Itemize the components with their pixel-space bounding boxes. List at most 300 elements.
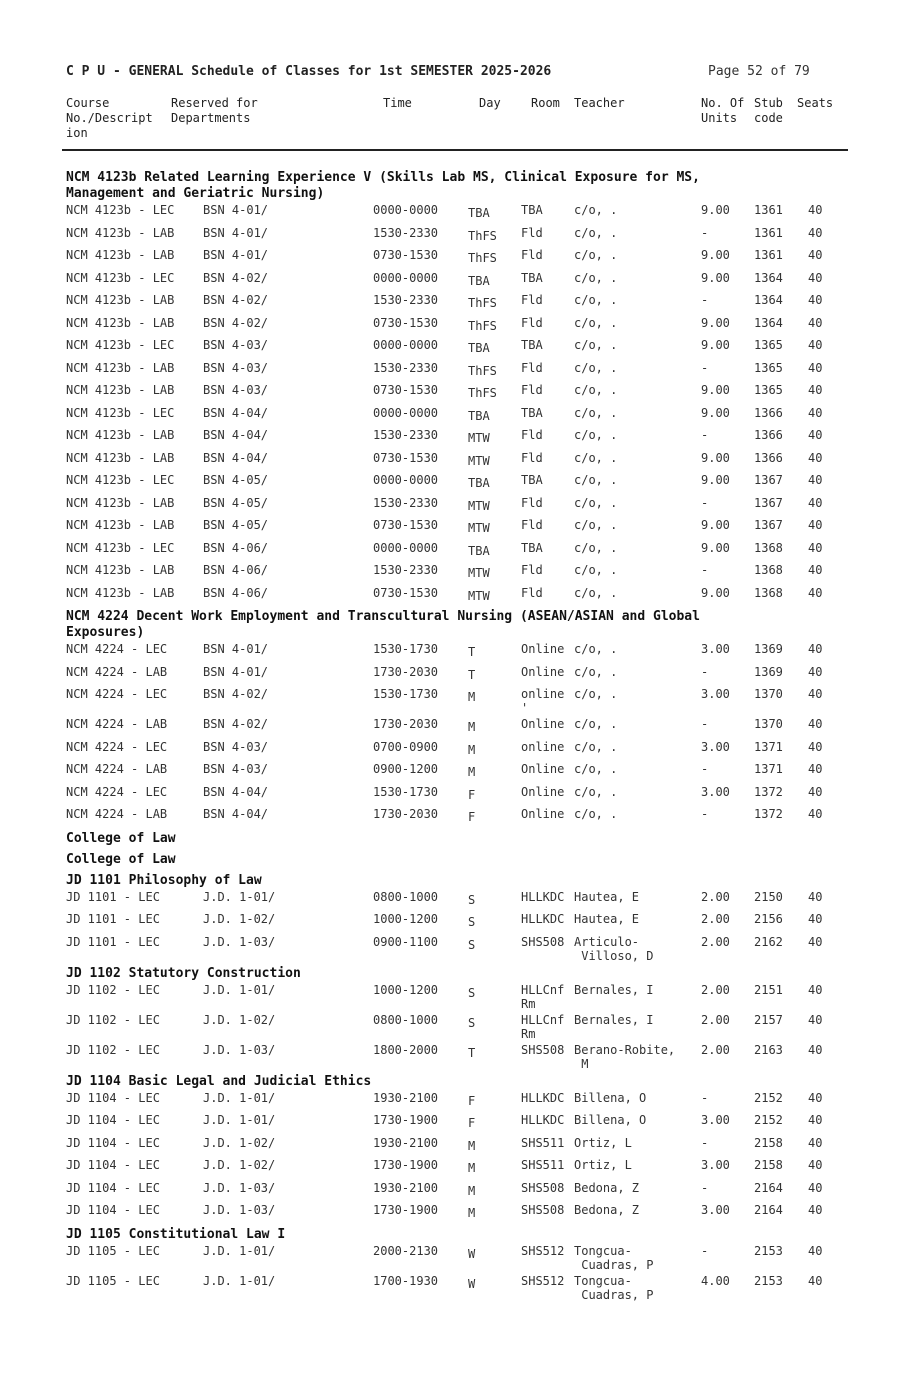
- day-cell: MTW: [468, 588, 490, 603]
- seats-cell: 40: [808, 450, 823, 465]
- course-cell: JD 1102 - LEC: [66, 982, 160, 997]
- units-cell: -: [701, 563, 709, 577]
- room-cell: HLLKDC: [521, 1090, 565, 1105]
- department-cell: J.D. 1-03/: [203, 1042, 276, 1057]
- teacher-cell: Bernales, I: [574, 1012, 654, 1027]
- stub-code-cell: 1365: [754, 338, 783, 352]
- department-cell: J.D. 1-01/: [203, 982, 276, 997]
- room-cell: Fld: [521, 315, 543, 330]
- day-cell: TBA: [468, 476, 490, 490]
- seats-cell: 40: [808, 642, 823, 656]
- teacher-cell: Berano-Robite, M: [574, 1042, 676, 1071]
- units-cell: 9.00: [701, 450, 730, 465]
- seats-cell: 40: [808, 293, 823, 307]
- teacher-cell: c/o, .: [574, 687, 618, 701]
- course-cell: NCM 4123b - LAB: [66, 360, 175, 375]
- day-cell: TBA: [468, 341, 490, 355]
- stub-code-cell: 1368: [754, 585, 783, 600]
- department-cell: BSN 4-03/: [203, 338, 269, 352]
- table-row: [66, 271, 846, 294]
- course-cell: NCM 4224 - LAB: [66, 717, 168, 731]
- day-cell: T: [468, 667, 476, 682]
- day-cell: S: [468, 985, 476, 1000]
- seats-cell: 40: [808, 934, 823, 949]
- time-cell: 1530-2330: [373, 428, 439, 442]
- department-cell: J.D. 1-01/: [203, 889, 276, 904]
- time-cell: 1530-1730: [373, 687, 439, 701]
- time-cell: 1730-1900: [373, 1203, 439, 1217]
- department-cell: BSN 4-01/: [203, 225, 269, 240]
- room-cell: Online: [521, 762, 565, 776]
- stub-code-cell: 1369: [754, 664, 783, 679]
- room-cell: SHS511: [521, 1158, 565, 1172]
- course-cell: NCM 4123b - LAB: [66, 450, 175, 465]
- day-cell: MTW: [468, 566, 490, 580]
- day-cell: TBA: [468, 273, 490, 288]
- course-cell: NCM 4123b - LAB: [66, 585, 175, 600]
- course-cell: NCM 4123b - LAB: [66, 383, 175, 397]
- department-cell: BSN 4-06/: [203, 563, 269, 577]
- course-cell: NCM 4123b - LAB: [66, 315, 175, 330]
- time-cell: 0730-1530: [373, 383, 439, 397]
- room-cell: Online: [521, 784, 565, 799]
- room-cell: HLLCnf Rm: [521, 1012, 565, 1041]
- day-cell: S: [468, 915, 476, 929]
- course-cell: JD 1101 - LEC: [66, 934, 160, 949]
- day-cell: S: [468, 937, 476, 952]
- department-cell: J.D. 1-01/: [203, 1243, 276, 1258]
- table-row: [66, 563, 846, 586]
- day-cell: W: [468, 1276, 476, 1291]
- table-row: [66, 1013, 846, 1043]
- seats-cell: 40: [808, 687, 823, 701]
- units-cell: 9.00: [701, 405, 730, 420]
- department-cell: BSN 4-01/: [203, 203, 269, 217]
- department-cell: BSN 4-05/: [203, 518, 269, 532]
- teacher-cell: c/o, .: [574, 270, 618, 285]
- room-cell: TBA: [521, 540, 543, 555]
- seats-cell: 40: [808, 1158, 823, 1172]
- units-cell: 9.00: [701, 338, 730, 352]
- department-cell: BSN 4-03/: [203, 360, 269, 375]
- seats-cell: 40: [808, 912, 823, 926]
- department-cell: BSN 4-04/: [203, 450, 269, 465]
- stub-code-cell: 2164: [754, 1203, 783, 1217]
- units-cell: 2.00: [701, 1012, 730, 1027]
- stub-code-cell: 1365: [754, 360, 783, 375]
- department-cell: BSN 4-03/: [203, 739, 269, 754]
- stub-code-cell: 1361: [754, 248, 783, 262]
- table-row: [66, 983, 846, 1013]
- units-cell: 9.00: [701, 540, 730, 555]
- time-cell: 0000-0000: [373, 270, 439, 285]
- department-cell: J.D. 1-02/: [203, 1135, 276, 1150]
- room-cell: SHS508: [521, 1203, 565, 1217]
- day-cell: MTW: [468, 431, 490, 445]
- table-row: [66, 912, 846, 935]
- stub-code-cell: 1364: [754, 293, 783, 307]
- room-cell: TBA: [521, 473, 543, 487]
- course-cell: NCM 4123b - LEC: [66, 270, 175, 285]
- stub-code-cell: 2151: [754, 982, 783, 997]
- table-row: [66, 1136, 846, 1159]
- room-cell: Fld: [521, 225, 543, 240]
- teacher-cell: Hautea, E: [574, 912, 640, 926]
- units-cell: 2.00: [701, 1042, 730, 1057]
- teacher-cell: Billena, O: [574, 1113, 647, 1127]
- course-cell: JD 1104 - LEC: [66, 1203, 160, 1217]
- day-cell: ThFS: [468, 386, 497, 400]
- room-cell: TBA: [521, 338, 543, 352]
- department-cell: BSN 4-05/: [203, 473, 269, 487]
- table-row: [66, 1203, 846, 1226]
- seats-cell: 40: [808, 1012, 823, 1027]
- department-cell: BSN 4-04/: [203, 807, 269, 821]
- course-cell: JD 1101 - LEC: [66, 912, 160, 926]
- room-cell: HLLKDC: [521, 912, 565, 926]
- stub-code-cell: 2162: [754, 934, 783, 949]
- stub-code-cell: 1366: [754, 405, 783, 420]
- section-title: College of Law: [66, 830, 176, 846]
- department-cell: BSN 4-06/: [203, 585, 269, 600]
- department-cell: BSN 4-03/: [203, 383, 269, 397]
- course-cell: NCM 4123b - LEC: [66, 203, 175, 217]
- units-cell: 4.00: [701, 1273, 730, 1288]
- time-cell: 1730-2030: [373, 807, 439, 821]
- time-cell: 0730-1530: [373, 585, 439, 600]
- teacher-cell: c/o, .: [574, 383, 618, 397]
- seats-cell: 40: [808, 225, 823, 240]
- section-title: NCM 4123b Related Learning Experience V (Skills Lab MS, Clinical Exposure for MS, Management and Geriatric Nursing): [66, 170, 700, 201]
- table-row: [66, 890, 846, 913]
- teacher-cell: Bernales, I: [574, 982, 654, 997]
- day-cell: M: [468, 765, 476, 779]
- units-cell: -: [701, 762, 709, 776]
- seats-cell: 40: [808, 717, 823, 731]
- room-cell: Fld: [521, 495, 543, 510]
- stub-code-cell: 1367: [754, 473, 783, 487]
- table-row: [66, 406, 846, 429]
- table-row: [66, 1113, 846, 1136]
- course-cell: JD 1105 - LEC: [66, 1273, 160, 1288]
- time-cell: 0730-1530: [373, 315, 439, 330]
- units-cell: 9.00: [701, 203, 730, 217]
- room-cell: Online: [521, 664, 565, 679]
- teacher-cell: c/o, .: [574, 664, 618, 679]
- department-cell: J.D. 1-03/: [203, 1180, 276, 1195]
- time-cell: 0700-0900: [373, 739, 439, 754]
- stub-code-cell: 1364: [754, 270, 783, 285]
- day-cell: M: [468, 690, 476, 704]
- table-row: [66, 428, 846, 451]
- time-cell: 1800-2000: [373, 1042, 439, 1057]
- time-cell: 0730-1530: [373, 248, 439, 262]
- stub-code-cell: 1370: [754, 687, 783, 701]
- time-cell: 1930-2100: [373, 1180, 439, 1195]
- teacher-cell: Billena, O: [574, 1090, 647, 1105]
- department-cell: J.D. 1-02/: [203, 1012, 276, 1027]
- seats-cell: 40: [808, 739, 823, 754]
- seats-cell: 40: [808, 270, 823, 285]
- course-cell: NCM 4123b - LAB: [66, 495, 175, 510]
- time-cell: 0900-1100: [373, 934, 439, 949]
- table-row: [66, 586, 846, 609]
- department-cell: J.D. 1-01/: [203, 1113, 276, 1127]
- course-cell: NCM 4224 - LEC: [66, 784, 168, 799]
- seats-cell: 40: [808, 495, 823, 510]
- day-cell: S: [468, 892, 476, 907]
- seats-cell: 40: [808, 1203, 823, 1217]
- teacher-cell: c/o, .: [574, 360, 618, 375]
- day-cell: M: [468, 1183, 476, 1198]
- table-row: [66, 496, 846, 519]
- page-number: Page 52 of 79: [708, 64, 810, 79]
- col-header-stub-code: Stub code: [754, 96, 783, 125]
- department-cell: BSN 4-02/: [203, 315, 269, 330]
- units-cell: -: [701, 1090, 709, 1105]
- department-cell: BSN 4-04/: [203, 784, 269, 799]
- room-cell: Online: [521, 642, 565, 656]
- units-cell: -: [701, 360, 709, 375]
- teacher-cell: c/o, .: [574, 405, 618, 420]
- day-cell: M: [468, 1206, 476, 1220]
- seats-cell: 40: [808, 1113, 823, 1127]
- section-title: JD 1105 Constitutional Law I: [66, 1226, 286, 1242]
- table-row: [66, 541, 846, 564]
- department-cell: BSN 4-03/: [203, 762, 269, 776]
- time-cell: 1530-2330: [373, 225, 439, 240]
- day-cell: TBA: [468, 206, 490, 220]
- units-cell: -: [701, 495, 709, 510]
- course-cell: JD 1104 - LEC: [66, 1090, 160, 1105]
- col-header-room: Room: [531, 96, 560, 110]
- teacher-cell: c/o, .: [574, 315, 618, 330]
- time-cell: 1530-1730: [373, 784, 439, 799]
- department-cell: BSN 4-06/: [203, 540, 269, 555]
- teacher-cell: c/o, .: [574, 203, 618, 217]
- room-cell: HLLCnf Rm: [521, 982, 565, 1011]
- day-cell: F: [468, 1093, 476, 1108]
- section-title: JD 1104 Basic Legal and Judicial Ethics: [66, 1073, 372, 1089]
- day-cell: W: [468, 1246, 476, 1261]
- units-cell: 9.00: [701, 270, 730, 285]
- teacher-cell: Tongcua- Cuadras, P: [574, 1243, 654, 1272]
- units-cell: 9.00: [701, 383, 730, 397]
- course-cell: NCM 4123b - LEC: [66, 473, 175, 487]
- table-row: [66, 665, 846, 688]
- units-cell: -: [701, 664, 709, 679]
- units-cell: 3.00: [701, 1158, 730, 1172]
- teacher-cell: Ortiz, L: [574, 1135, 632, 1150]
- units-cell: -: [701, 428, 709, 442]
- teacher-cell: c/o, .: [574, 293, 618, 307]
- time-cell: 1730-1900: [373, 1113, 439, 1127]
- room-cell: SHS508: [521, 1042, 565, 1057]
- department-cell: J.D. 1-03/: [203, 934, 276, 949]
- seats-cell: 40: [808, 762, 823, 776]
- units-cell: 3.00: [701, 784, 730, 799]
- room-cell: Online: [521, 717, 565, 731]
- course-cell: JD 1104 - LEC: [66, 1113, 160, 1127]
- seats-cell: 40: [808, 889, 823, 904]
- table-row: [66, 1274, 846, 1304]
- stub-code-cell: 2163: [754, 1042, 783, 1057]
- course-cell: NCM 4123b - LAB: [66, 293, 175, 307]
- stub-code-cell: 1370: [754, 717, 783, 731]
- department-cell: BSN 4-02/: [203, 687, 269, 701]
- table-row: [66, 687, 846, 717]
- stub-code-cell: 1371: [754, 739, 783, 754]
- course-cell: JD 1104 - LEC: [66, 1158, 160, 1172]
- seats-cell: 40: [808, 248, 823, 262]
- day-cell: ThFS: [468, 228, 497, 243]
- seats-cell: 40: [808, 664, 823, 679]
- units-cell: 9.00: [701, 518, 730, 532]
- section-title: JD 1101 Philosophy of Law: [66, 872, 262, 888]
- units-cell: 9.00: [701, 585, 730, 600]
- course-cell: NCM 4224 - LAB: [66, 762, 168, 776]
- time-cell: 1930-2100: [373, 1135, 439, 1150]
- stub-code-cell: 1364: [754, 315, 783, 330]
- time-cell: 0000-0000: [373, 540, 439, 555]
- stub-code-cell: 1361: [754, 203, 783, 217]
- course-cell: JD 1104 - LEC: [66, 1180, 160, 1195]
- department-cell: BSN 4-01/: [203, 248, 269, 262]
- course-cell: JD 1104 - LEC: [66, 1135, 160, 1150]
- seats-cell: 40: [808, 338, 823, 352]
- department-cell: BSN 4-04/: [203, 405, 269, 420]
- table-row: [66, 293, 846, 316]
- day-cell: TBA: [468, 543, 490, 558]
- table-row: [66, 740, 846, 763]
- seats-cell: 40: [808, 428, 823, 442]
- teacher-cell: c/o, .: [574, 495, 618, 510]
- department-cell: BSN 4-02/: [203, 293, 269, 307]
- table-row: [66, 518, 846, 541]
- room-cell: Fld: [521, 585, 543, 600]
- time-cell: 1530-1730: [373, 642, 439, 656]
- units-cell: -: [701, 1180, 709, 1195]
- time-cell: 0730-1530: [373, 450, 439, 465]
- room-cell: TBA: [521, 203, 543, 217]
- section-title: JD 1102 Statutory Construction: [66, 965, 301, 981]
- teacher-cell: c/o, .: [574, 642, 618, 656]
- table-row: [66, 226, 846, 249]
- room-cell: HLLKDC: [521, 1113, 565, 1127]
- table-row: [66, 248, 846, 271]
- course-cell: JD 1105 - LEC: [66, 1243, 160, 1258]
- section-title: College of Law: [66, 851, 176, 867]
- course-cell: JD 1102 - LEC: [66, 1012, 160, 1027]
- table-row: [66, 1158, 846, 1181]
- stub-code-cell: 1367: [754, 495, 783, 510]
- time-cell: 1700-1930: [373, 1273, 439, 1288]
- day-cell: ThFS: [468, 251, 497, 265]
- teacher-cell: c/o, .: [574, 739, 618, 754]
- room-cell: SHS508: [521, 1180, 565, 1195]
- day-cell: M: [468, 1161, 476, 1175]
- time-cell: 0730-1530: [373, 518, 439, 532]
- teacher-cell: Hautea, E: [574, 889, 640, 904]
- seats-cell: 40: [808, 473, 823, 487]
- course-cell: NCM 4123b - LAB: [66, 225, 175, 240]
- table-row: [66, 1181, 846, 1204]
- stub-code-cell: 2152: [754, 1090, 783, 1105]
- room-cell: Online: [521, 807, 565, 821]
- department-cell: J.D. 1-01/: [203, 1090, 276, 1105]
- time-cell: 0000-0000: [373, 203, 439, 217]
- teacher-cell: Tongcua- Cuadras, P: [574, 1273, 654, 1302]
- seats-cell: 40: [808, 540, 823, 555]
- col-header-course: Course No./Descript ion: [66, 96, 153, 140]
- department-cell: BSN 4-01/: [203, 642, 269, 656]
- units-cell: -: [701, 717, 709, 731]
- time-cell: 1000-1200: [373, 912, 439, 926]
- seats-cell: 40: [808, 1180, 823, 1195]
- room-cell: Fld: [521, 360, 543, 375]
- table-row: [66, 361, 846, 384]
- teacher-cell: c/o, .: [574, 225, 618, 240]
- stub-code-cell: 1368: [754, 563, 783, 577]
- header-divider: [62, 149, 848, 151]
- table-row: [66, 935, 846, 965]
- stub-code-cell: 1372: [754, 807, 783, 821]
- day-cell: S: [468, 1015, 476, 1030]
- section-spacer: [66, 1304, 846, 1305]
- day-cell: F: [468, 787, 476, 802]
- course-cell: JD 1102 - LEC: [66, 1042, 160, 1057]
- units-cell: 9.00: [701, 315, 730, 330]
- teacher-cell: c/o, .: [574, 248, 618, 262]
- time-cell: 0000-0000: [373, 405, 439, 420]
- teacher-cell: Ortiz, L: [574, 1158, 632, 1172]
- units-cell: 3.00: [701, 1113, 730, 1127]
- schedule-table: [66, 170, 846, 1305]
- units-cell: 3.00: [701, 687, 730, 701]
- course-cell: NCM 4123b - LEC: [66, 338, 175, 352]
- seats-cell: 40: [808, 405, 823, 420]
- col-header-time: Time: [383, 96, 412, 110]
- table-row: [66, 338, 846, 361]
- course-cell: NCM 4123b - LEC: [66, 540, 175, 555]
- units-cell: -: [701, 1243, 709, 1258]
- stub-code-cell: 2153: [754, 1273, 783, 1288]
- units-cell: 9.00: [701, 248, 730, 262]
- room-cell: SHS508: [521, 934, 565, 949]
- day-cell: M: [468, 742, 476, 757]
- day-cell: F: [468, 810, 476, 824]
- room-cell: Fld: [521, 293, 543, 307]
- stub-code-cell: 2157: [754, 1012, 783, 1027]
- stub-code-cell: 1365: [754, 383, 783, 397]
- units-cell: 3.00: [701, 739, 730, 754]
- day-cell: F: [468, 1116, 476, 1130]
- time-cell: 0800-1000: [373, 889, 439, 904]
- day-cell: T: [468, 645, 476, 659]
- teacher-cell: Articulo- Villoso, D: [574, 934, 654, 963]
- course-cell: NCM 4123b - LAB: [66, 563, 175, 577]
- time-cell: 0000-0000: [373, 473, 439, 487]
- room-cell: Fld: [521, 563, 543, 577]
- teacher-cell: c/o, .: [574, 585, 618, 600]
- time-cell: 1000-1200: [373, 982, 439, 997]
- day-cell: T: [468, 1045, 476, 1060]
- room-cell: Fld: [521, 518, 543, 532]
- table-row: [66, 316, 846, 339]
- stub-code-cell: 2158: [754, 1158, 783, 1172]
- stub-code-cell: 2164: [754, 1180, 783, 1195]
- teacher-cell: c/o, .: [574, 473, 618, 487]
